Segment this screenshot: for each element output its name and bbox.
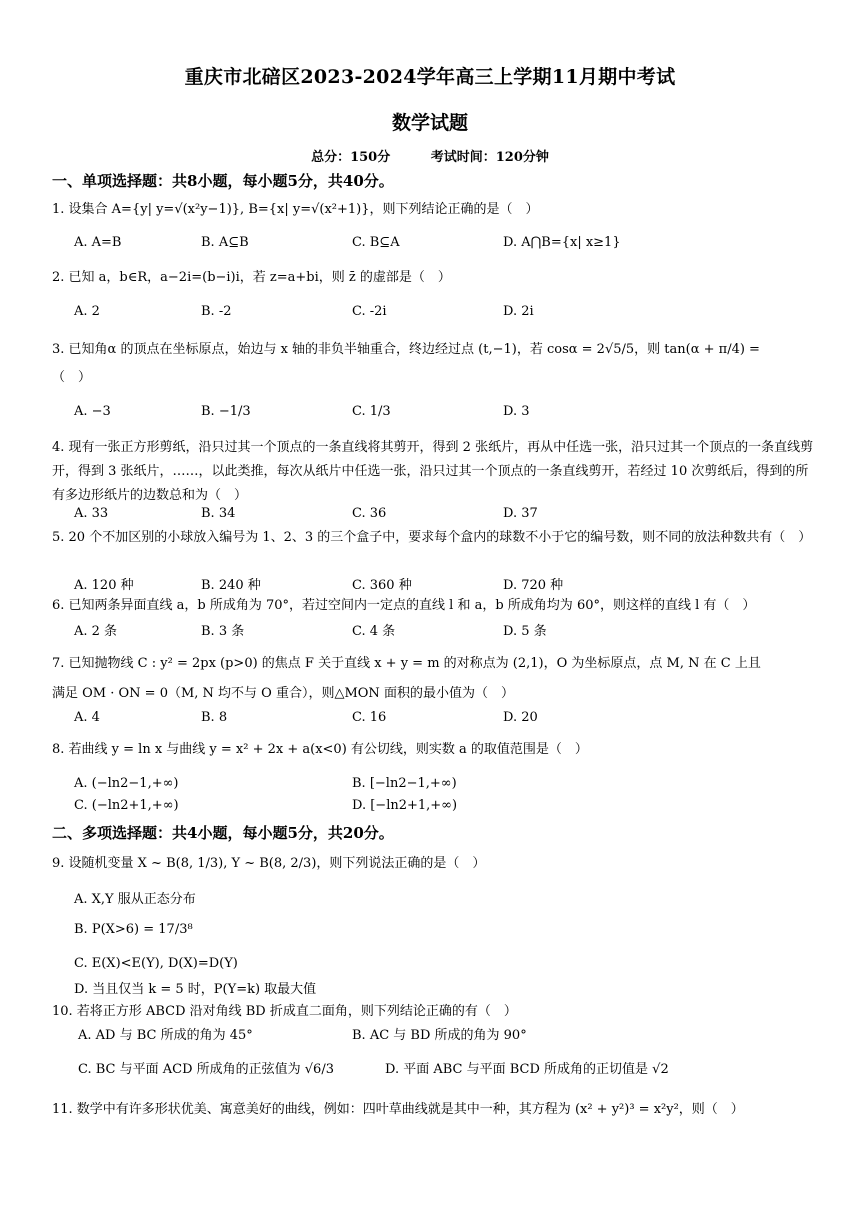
exam-meta <box>0 146 860 165</box>
q3-option-a: A. −3 <box>74 404 111 419</box>
q10-option-a: A. AD 与 BC 所成的角为 45° <box>78 1028 253 1043</box>
exam-title: 重庆市北碚区2023-2024学年高三上学期11月期中考试 <box>184 66 676 88</box>
q6-option-b: B. 3 条 <box>201 624 245 639</box>
q10-option-b: B. AC 与 BD 所成的角为 90° <box>352 1028 527 1043</box>
question-9: 9. 设随机变量 X ~ B(8, 1/3), Y ~ B(8, 2/3)，则下列说法正确的是（ ） <box>52 856 486 871</box>
q5-option-b: B. 240 种 <box>201 578 261 593</box>
q10-option-d: D. 平面 ABC 与平面 BCD 所成角的正切值是 √2 <box>385 1062 669 1077</box>
question-10: 10. 若将正方形 ABCD 沿对角线 BD 折成直二面角，则下列结论正确的有（ ） <box>52 1004 517 1019</box>
q1-option-a: A. A=B <box>74 235 122 250</box>
q4-option-c: C. 36 <box>352 506 387 521</box>
total-score: 总分：150分 <box>311 150 391 165</box>
q9-option-b: B. P(X>6) = 17/3⁸ <box>74 922 193 937</box>
q2-option-c: C. -2i <box>352 304 387 319</box>
section-multi-choice: 二、多项选择题：共4小题，每小题5分，共20分。 <box>52 824 394 842</box>
q1-option-c: C. B⊆A <box>352 235 400 250</box>
q9-option-c: C. E(X)<E(Y), D(X)=D(Y) <box>74 956 238 971</box>
q5-option-a: A. 120 种 <box>74 578 134 593</box>
question-3-cont: （ ） <box>52 370 92 385</box>
q8-option-a: A. (−ln2−1,+∞) <box>74 776 179 791</box>
q7-option-b: B. 8 <box>201 710 228 725</box>
q1-option-b: B. A⊆B <box>201 235 249 250</box>
q7-option-d: D. 20 <box>503 710 538 725</box>
question-6: 6. 已知两条异面直线 a，b 所成角为 70°，若过空间内一定点的直线 l 和 a，b 所成角均为 60°，则这样的直线 l 有（ ） <box>52 598 756 613</box>
question-8: 8. 若曲线 y = ln x 与曲线 y = x² + 2x + a(x<0) 有公切线，则实数 a 的取值范围是（ ） <box>52 742 588 757</box>
q9-option-a: A. X,Y 服从正态分布 <box>74 892 196 907</box>
q6-option-d: D. 5 条 <box>503 624 547 639</box>
q2-option-d: D. 2i <box>503 304 534 319</box>
section-single-choice: 一、单项选择题：共8小题，每小题5分，共40分。 <box>52 172 394 190</box>
q7-option-a: A. 4 <box>74 710 100 725</box>
q9-option-d: D. 当且仅当 k = 5 时，P(Y=k) 取最大值 <box>74 982 317 997</box>
q4-option-b: B. 34 <box>201 506 236 521</box>
question-7-cont: 满足 OM · ON = 0（M, N 均不与 O 重合），则△MON 面积的最小值为（ ） <box>52 686 514 701</box>
q3-option-d: D. 3 <box>503 404 530 419</box>
q2-option-b: B. -2 <box>201 304 232 319</box>
q8-option-c: C. (−ln2+1,+∞) <box>74 798 179 813</box>
q5-option-c: C. 360 种 <box>352 578 412 593</box>
q2-option-a: A. 2 <box>74 304 100 319</box>
question-1: 1. 设集合 A={y| y=√(x²y−1)}, B={x| y=√(x²+1)}，则下列结论正确的是（ ） <box>52 202 539 217</box>
question-4: 4. 现有一张正方形剪纸，沿只过其一个顶点的一条直线将其剪开，得到 2 张纸片，再从中任选一张，沿只过其一个顶点的一条直线剪开，得到 3 张纸片，……，以此类推，每次从纸片中任选一张，沿只过其一个顶点的一条直线剪开，若经过 10 次剪纸后，得到的所有多边形纸片的边数总和为（ ） <box>52 440 814 503</box>
question-7: 7. 已知抛物线 C : y² = 2px (p>0) 的焦点 F 关于直线 x + y = m 的对称点为 (2,1)，O 为坐标原点，点 M, N 在 C 上且 <box>52 656 761 671</box>
q6-option-c: C. 4 条 <box>352 624 396 639</box>
question-11: 11. 数学中有许多形状优美、寓意美好的曲线，例如：四叶草曲线就是其中一种，其方程为 (x² + y²)³ = x²y²，则（ ） <box>52 1102 744 1117</box>
q3-option-b: B. −1/3 <box>201 404 251 419</box>
q5-option-d: D. 720 种 <box>503 578 564 593</box>
question-3: 3. 已知角α 的顶点在坐标原点，始边与 x 轴的非负半轴重合，终边经过点 (t,−1)，若 cosα = 2√5/5，则 tan(α + π/4) = <box>52 342 760 357</box>
q8-option-d: D. [−ln2+1,+∞) <box>352 798 458 813</box>
exam-subtitle: 数学试题 <box>391 112 468 134</box>
exam-time: 考试时间：120分钟 <box>430 150 549 165</box>
question-2: 2. 已知 a，b∈R，a−2i=(b−i)i，若 z=a+bi，则 z̄ 的虚部是（ ） <box>52 270 451 285</box>
q4-option-a: A. 33 <box>74 506 109 521</box>
q3-option-c: C. 1/3 <box>352 404 391 419</box>
q7-option-c: C. 16 <box>352 710 387 725</box>
question-5: 5. 20 个不加区别的小球放入编号为 1、2、3 的三个盒子中，要求每个盒内的球数不小于它的编号数，则不同的放法种数共有（ ） <box>52 530 812 545</box>
q4-option-d: D. 37 <box>503 506 538 521</box>
q6-option-a: A. 2 条 <box>74 624 118 639</box>
q1-option-d: D. A⋂B={x| x≥1} <box>503 235 621 250</box>
q10-option-c: C. BC 与平面 ACD 所成角的正弦值为 √6/3 <box>78 1062 334 1077</box>
q8-option-b: B. [−ln2−1,+∞) <box>352 776 457 791</box>
